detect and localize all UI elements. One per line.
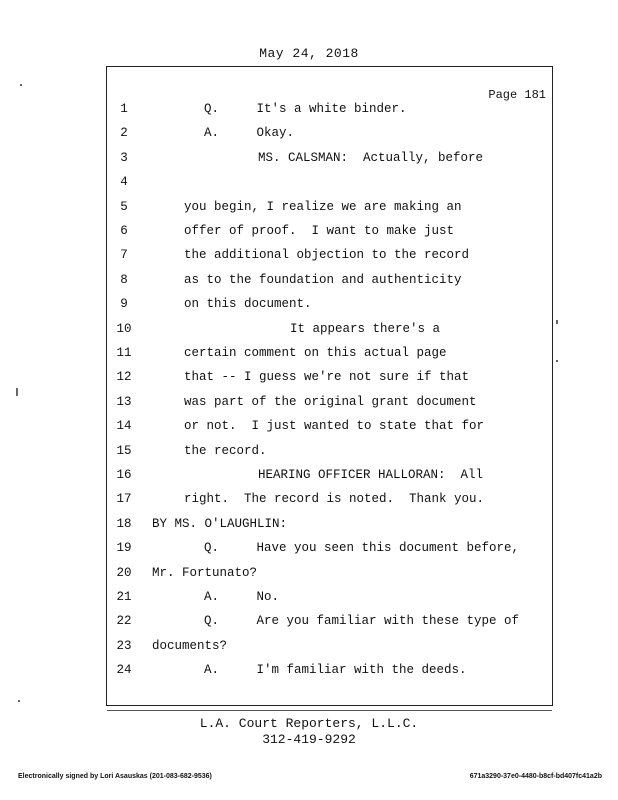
line-text: A. No. <box>204 590 280 604</box>
line-number: 10 <box>116 321 132 336</box>
transcript-line <box>0 346 560 366</box>
line-number: 19 <box>116 541 132 556</box>
transcript-line <box>0 370 560 390</box>
transcript-line <box>0 468 560 488</box>
court-reporter-name: L.A. Court Reporters, L.L.C. <box>199 716 419 731</box>
line-number: 20 <box>116 565 132 580</box>
line-number: 21 <box>116 590 132 604</box>
line-number: 15 <box>116 443 132 458</box>
line-number: 3 <box>120 150 128 165</box>
line-text: Q. It's a white binder. <box>204 102 407 116</box>
line-text: Mr. Fortunato? <box>152 565 258 580</box>
line-number: 4 <box>120 175 128 190</box>
transcript-line <box>0 639 560 659</box>
line-text: right. The record is noted. Thank you. <box>184 492 485 507</box>
line-number: 1 <box>120 102 128 116</box>
line-number: 7 <box>120 248 128 263</box>
line-text: It appears there's a <box>290 321 441 336</box>
transcript-line <box>0 200 560 220</box>
line-number: 8 <box>120 272 128 287</box>
line-text: that -- I guess we're not sure if that <box>184 370 470 385</box>
transcript-line <box>0 175 560 195</box>
transcript-line <box>0 663 560 683</box>
transcript-line <box>0 151 560 171</box>
transcript-line <box>0 395 560 415</box>
scan-speck <box>556 320 558 324</box>
line-number: 16 <box>116 468 132 482</box>
line-text: A. I'm familiar with the deeds. <box>204 663 467 678</box>
line-text: offer of proof. I want to make just <box>184 224 455 238</box>
transcript-line <box>0 224 560 244</box>
transcript-line <box>0 248 560 268</box>
line-number: 13 <box>116 394 132 409</box>
scan-speck <box>20 84 22 86</box>
transcript-line <box>0 614 560 634</box>
line-text: documents? <box>152 638 228 653</box>
line-number: 17 <box>116 492 132 507</box>
line-text: MS. CALSMAN: Actually, before <box>258 150 484 165</box>
line-text: the additional objection to the record <box>184 248 470 263</box>
transcript-line <box>0 444 560 464</box>
electronic-signature: Electronically signed by Lori Asauskas (201-083-682-9536) <box>18 773 212 780</box>
transcript-line <box>0 273 560 293</box>
line-text: Q. Are you familiar with these type of <box>204 614 520 629</box>
line-text: as to the foundation and authenticity <box>184 272 462 287</box>
page-date: May 24, 2018 <box>259 46 359 61</box>
line-text: the record. <box>184 443 267 458</box>
line-number: 14 <box>116 419 132 434</box>
transcript-line <box>0 517 560 537</box>
line-text: you begin, I realize we are making an <box>184 199 462 214</box>
line-number: 12 <box>116 370 132 385</box>
court-reporter-phone: 312-419-9292 <box>262 732 356 747</box>
transcript-line <box>0 492 560 512</box>
scan-speck <box>556 360 558 362</box>
line-number: 6 <box>120 224 128 238</box>
page-number: Page 181 <box>488 88 546 102</box>
scan-speck <box>18 700 20 702</box>
transcript-line <box>0 419 560 439</box>
transcript-line <box>0 126 560 146</box>
line-number: 23 <box>116 638 132 653</box>
line-text: A. Okay. <box>204 126 295 141</box>
transcript-line <box>0 322 560 342</box>
line-number: 11 <box>116 346 132 360</box>
line-text: or not. I just wanted to state that for <box>184 419 485 434</box>
line-number: 2 <box>120 126 128 141</box>
line-text: was part of the original grant document <box>184 394 477 409</box>
line-number: 24 <box>116 663 132 678</box>
line-text: on this document. <box>184 297 312 312</box>
line-number: 9 <box>120 297 128 312</box>
line-text: BY MS. O'LAUGHLIN: <box>152 516 288 531</box>
transcript-line <box>0 297 560 317</box>
line-number: 18 <box>116 516 132 531</box>
document-id: 671a3290-37e0-4480-b8cf-bd407fc41a2b <box>469 773 602 780</box>
transcript-line <box>0 102 560 122</box>
line-number: 5 <box>120 199 128 214</box>
transcript-line <box>0 566 560 586</box>
line-text: HEARING OFFICER HALLORAN: All <box>258 468 484 482</box>
line-text: Q. Have you seen this document before, <box>204 541 520 556</box>
line-text: certain comment on this actual page <box>184 346 447 360</box>
scan-speck <box>16 388 18 396</box>
line-number: 22 <box>116 614 132 629</box>
transcript-line <box>0 590 560 610</box>
transcript-line <box>0 541 560 561</box>
